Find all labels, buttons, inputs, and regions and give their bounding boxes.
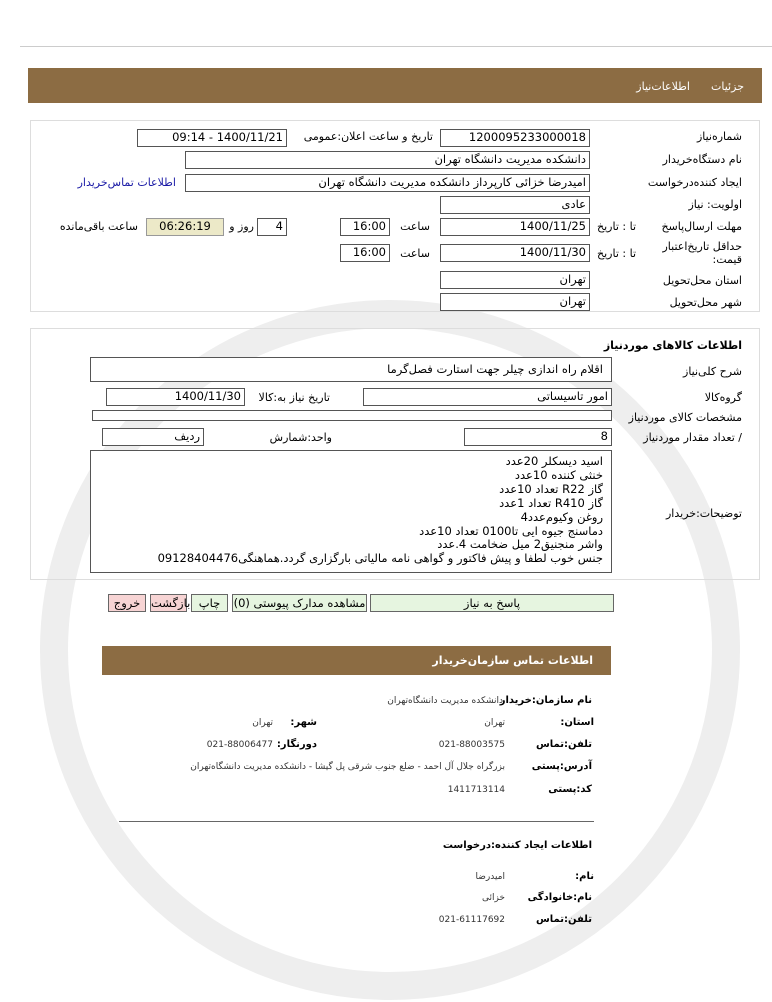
desc-line: دماسنج جیوه ایی تا0100 تعداد 10عدد: [419, 523, 603, 538]
deadline-date-field: 1400/11/25: [440, 218, 590, 236]
deadline-to-date-label: تا : تاریخ: [597, 220, 636, 233]
announce-label: تاریخ و ساعت اعلان:عمومی: [303, 130, 433, 143]
attachments-button[interactable]: مشاهده مدارک پیوستی (0): [233, 596, 366, 610]
unit-label: واحد:شمارش: [269, 431, 332, 444]
buyer-org-field: دانشکده مدیریت دانشگاه تهران: [185, 151, 590, 169]
validity-label: حداقل تاریخ‌اعتبار قیمت:: [662, 240, 742, 266]
goods-title: اطلاعات کالاهای موردنیاز: [603, 339, 742, 352]
days-label: روز و: [229, 220, 254, 233]
org-label: نام سازمان:خریدار: [499, 695, 592, 706]
fax-value: 021-88006477: [206, 740, 273, 750]
desc-line: گاز R22 تعداد 10عدد: [499, 481, 603, 496]
specs-field: [92, 410, 612, 421]
creator-field: امیدرضا خزائی کارپرداز دانشکده مدیریت دانشگاه تهران: [185, 174, 590, 192]
creator-phone-value: 021-61117692: [438, 915, 505, 925]
validity-date-field: 1400/11/30: [440, 244, 590, 262]
top-divider: [20, 46, 772, 47]
province-label: استان محل‌تحویل: [662, 274, 742, 287]
creator-info-title: اطلاعات ایجاد کننده:درخواست: [442, 840, 592, 851]
desc-line: واشر منجنیق2 میل ضخامت 4.عدد: [437, 537, 603, 552]
org-value: دانشکده مدیریت دانشگاه‌تهران: [387, 696, 503, 706]
qty-field: 8: [464, 428, 612, 446]
need-date-field: 1400/11/30: [106, 388, 245, 406]
city-value: تهران: [252, 718, 273, 728]
need-date-label: تاریخ نیاز به:کالا: [258, 391, 330, 404]
validity-to-date-label: تا : تاریخ: [597, 247, 636, 260]
buyer-org-label: نام دستگاه‌خریدار: [662, 153, 742, 166]
print-button[interactable]: چاپ: [191, 594, 228, 612]
summary-label: شرح کلی‌نیاز: [683, 365, 742, 378]
priority-label: اولویت: نیاز: [688, 198, 742, 211]
days-field: 4: [257, 218, 287, 236]
name-value: امیدرضا: [475, 872, 505, 882]
desc-line: گاز R410 تعداد 1عدد: [499, 495, 603, 510]
qty-label: / تعداد مقدار مورد‌نیاز: [643, 431, 742, 444]
header-bar: [28, 68, 762, 103]
group-label: گروه‌کالا: [704, 391, 742, 404]
remaining-label: ساعت باقی‌مانده: [59, 220, 138, 233]
address-value: بزرگراه جلال آل احمد - ضلع جنوب شرقی پل گیشا - دانشکده مدیریت دانشگاه‌تهران: [190, 762, 505, 772]
family-label: نام:خانوادگی: [527, 892, 592, 903]
name-label: نام:: [575, 871, 594, 882]
postal-label: کد:پستی: [548, 784, 592, 795]
city-label-contact: شهر:: [290, 717, 317, 728]
creator-phone-label: تلفن:تماس: [535, 914, 592, 925]
tab-details[interactable]: جزئیات: [711, 80, 744, 93]
validity-time-field: 16:00: [340, 244, 390, 262]
validity-time-label: ساعت: [400, 247, 430, 260]
fax-label: دورنگار:: [276, 739, 317, 750]
phone-value: 021-88003575: [438, 740, 505, 750]
details-panel: [30, 120, 760, 312]
back-button[interactable]: بازگشت: [151, 596, 191, 610]
need-number-field: 1200095233000018: [440, 129, 590, 147]
city-label: شهر محل‌تحویل: [669, 296, 742, 309]
contact-divider: [119, 821, 594, 822]
summary-field: اقلام راه اندازی چیلر جهت استارت فصل‌گرما: [90, 357, 612, 382]
desc-line: خنثی کننده 10عدد: [514, 467, 603, 482]
tab-need-info[interactable]: اطلاعات‌نیاز: [636, 80, 690, 93]
remaining-time-field: 06:26:19: [146, 218, 224, 236]
reply-button[interactable]: پاسخ به نیاز: [370, 594, 614, 612]
deadline-time-field: 16:00: [340, 218, 390, 236]
priority-field: عادی: [440, 196, 590, 214]
need-number-label: شماره‌نیاز: [696, 130, 742, 143]
exit-button[interactable]: خروج: [108, 594, 146, 612]
desc-line: روغن وکیوم‌عدد4: [520, 509, 603, 524]
province-value: تهران: [484, 718, 505, 728]
province-field: تهران: [440, 271, 590, 289]
phone-label: تلفن:تماس: [535, 739, 592, 750]
creator-label: ایجاد کننده‌درخواست: [647, 176, 742, 189]
family-value: خزائی: [481, 893, 505, 903]
province-label-contact: استان:: [560, 717, 594, 728]
desc-line: جنس خوب لطفا و پیش فاکتور و گواهی نامه مالیاتی بارگزاری گردد.هماهنگی09128404476: [157, 551, 603, 566]
desc-label: توضیحات:خریدار: [666, 507, 742, 520]
deadline-label: مهلت ارسال‌پاسخ: [661, 220, 742, 233]
announce-field: 1400/11/21 - 09:14: [137, 129, 287, 147]
contact-title: اطلاعات تماس سازمان‌خریدار: [432, 654, 593, 667]
group-field: امور تاسیساتی: [363, 388, 612, 406]
desc-line: اسید دیسکلر 20عدد: [505, 454, 603, 468]
postal-value: 1411713114: [447, 785, 505, 795]
contact-header: [102, 646, 611, 675]
address-label: آدرس:پستی: [531, 761, 592, 772]
buyer-contact-link[interactable]: اطلاعات تماس‌خریدار: [77, 176, 176, 189]
deadline-time-label: ساعت: [400, 220, 430, 233]
specs-label: مشخصات کالای مورد‌نیاز: [628, 411, 742, 424]
city-field: تهران: [440, 293, 590, 311]
desc-field: [90, 450, 612, 573]
unit-field: ردیف: [102, 428, 204, 446]
